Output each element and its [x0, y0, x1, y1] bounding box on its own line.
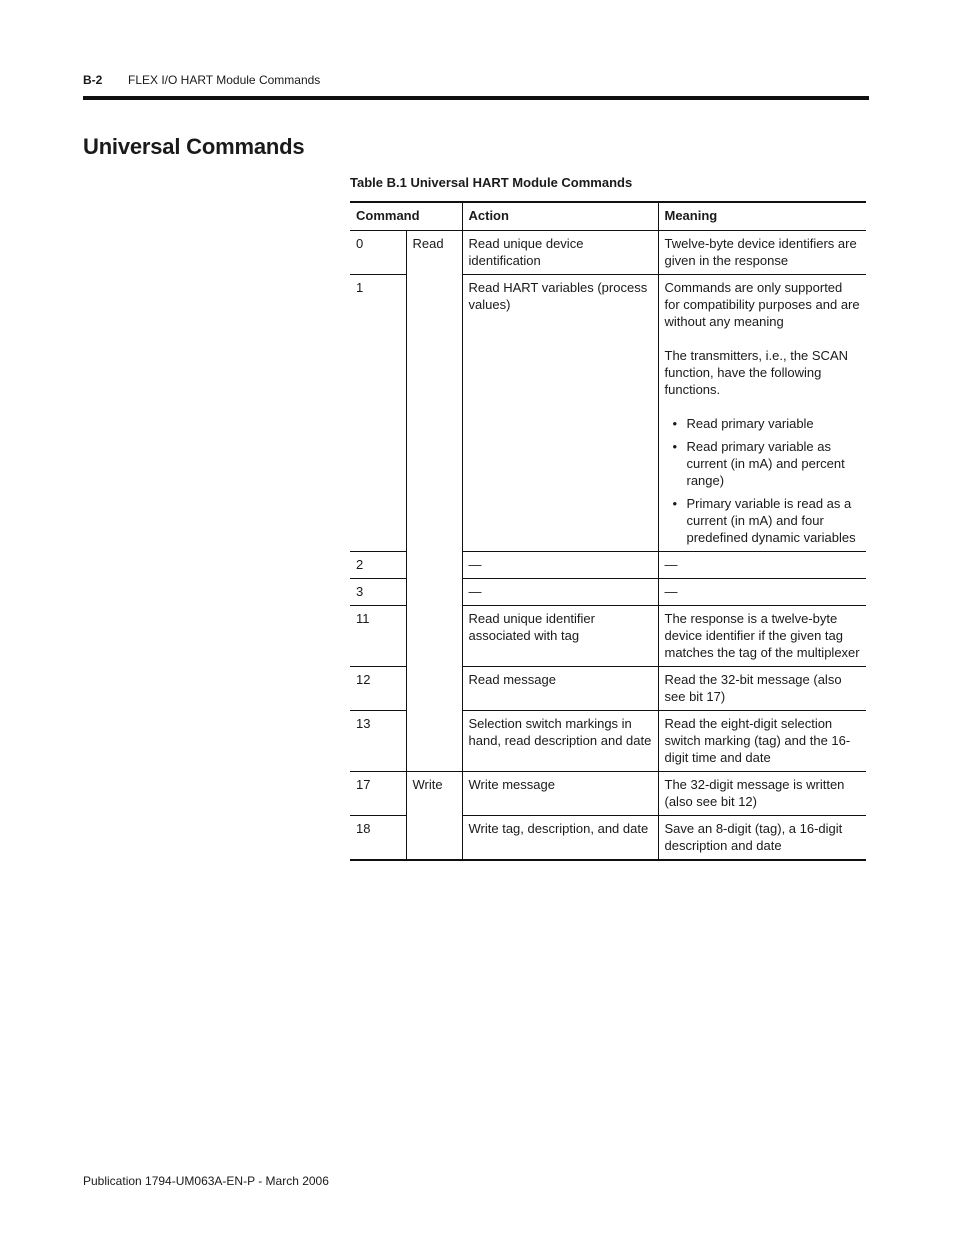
meaning-cell: The response is a twelve-byte device identifier if the given tag matches the tag of the multiplexer — [658, 606, 866, 667]
commands-table — [350, 201, 866, 861]
meaning-cell: Read the eight-digit selection switch marking (tag) and the 16-digit time and date — [658, 711, 866, 772]
list-item-text: Read primary variable as current (in mA) and percent range) — [686, 439, 845, 488]
action-cell: — — [462, 552, 658, 579]
bullet-icon: • — [672, 496, 678, 511]
publication-footer: Publication 1794-UM063A-EN-P - March 2006 — [83, 1174, 329, 1188]
command-number: 13 — [350, 711, 406, 772]
header-command: Command — [350, 202, 462, 231]
function-list — [665, 415, 861, 546]
action-cell: Read unique device identification — [462, 231, 658, 275]
list-item-text: Primary variable is read as a current (in mA) and four predefined dynamic variables — [686, 496, 856, 545]
meaning-cell: Twelve-byte device identifiers are given in the response — [658, 231, 866, 275]
list-item — [672, 495, 861, 546]
header-action: Action — [462, 202, 658, 231]
bullet-icon: • — [672, 439, 678, 454]
group-write: Write — [406, 772, 462, 861]
meaning-cell: — — [658, 552, 866, 579]
command-number: 1 — [350, 275, 406, 552]
group-read: Read — [406, 231, 462, 772]
list-item — [672, 438, 861, 489]
action-cell: Read HART variables (process values) — [462, 275, 658, 552]
meaning-cell: Read the 32-bit message (also see bit 17) — [658, 667, 866, 711]
meaning-cell — [658, 275, 866, 552]
action-cell: — — [462, 579, 658, 606]
meaning-cell: The 32-digit message is written (also see bit 12) — [658, 772, 866, 816]
action-cell: Read unique identifier associated with tag — [462, 606, 658, 667]
bullet-icon: • — [672, 416, 678, 431]
list-item — [672, 415, 861, 432]
header-rule — [83, 96, 869, 100]
action-cell: Write tag, description, and date — [462, 816, 658, 861]
page-title: Universal Commands — [83, 134, 305, 159]
table-header-row — [350, 202, 866, 231]
header-meaning: Meaning — [658, 202, 866, 231]
command-number: 11 — [350, 606, 406, 667]
command-number: 2 — [350, 552, 406, 579]
command-number: 17 — [350, 772, 406, 816]
action-cell: Write message — [462, 772, 658, 816]
command-number: 0 — [350, 231, 406, 275]
page-number: B-2 — [83, 73, 103, 87]
command-number: 12 — [350, 667, 406, 711]
table-caption: Table B.1 Universal HART Module Commands — [350, 175, 633, 190]
meaning-cell: — — [658, 579, 866, 606]
meaning-paragraph: The transmitters, i.e., the SCAN function, have the following functions. — [664, 348, 849, 397]
running-header: FLEX I/O HART Module Commands — [128, 73, 321, 87]
action-cell: Selection switch markings in hand, read description and date — [462, 711, 658, 772]
list-item-text: Read primary variable — [686, 416, 814, 431]
table-row — [350, 231, 866, 275]
command-number: 3 — [350, 579, 406, 606]
command-number: 18 — [350, 816, 406, 861]
meaning-paragraph: Commands are only supported for compatibility purposes and are without any meaning — [664, 280, 860, 329]
table-row — [350, 772, 866, 816]
action-cell: Read message — [462, 667, 658, 711]
meaning-cell: Save an 8-digit (tag), a 16-digit description and date — [658, 816, 866, 861]
